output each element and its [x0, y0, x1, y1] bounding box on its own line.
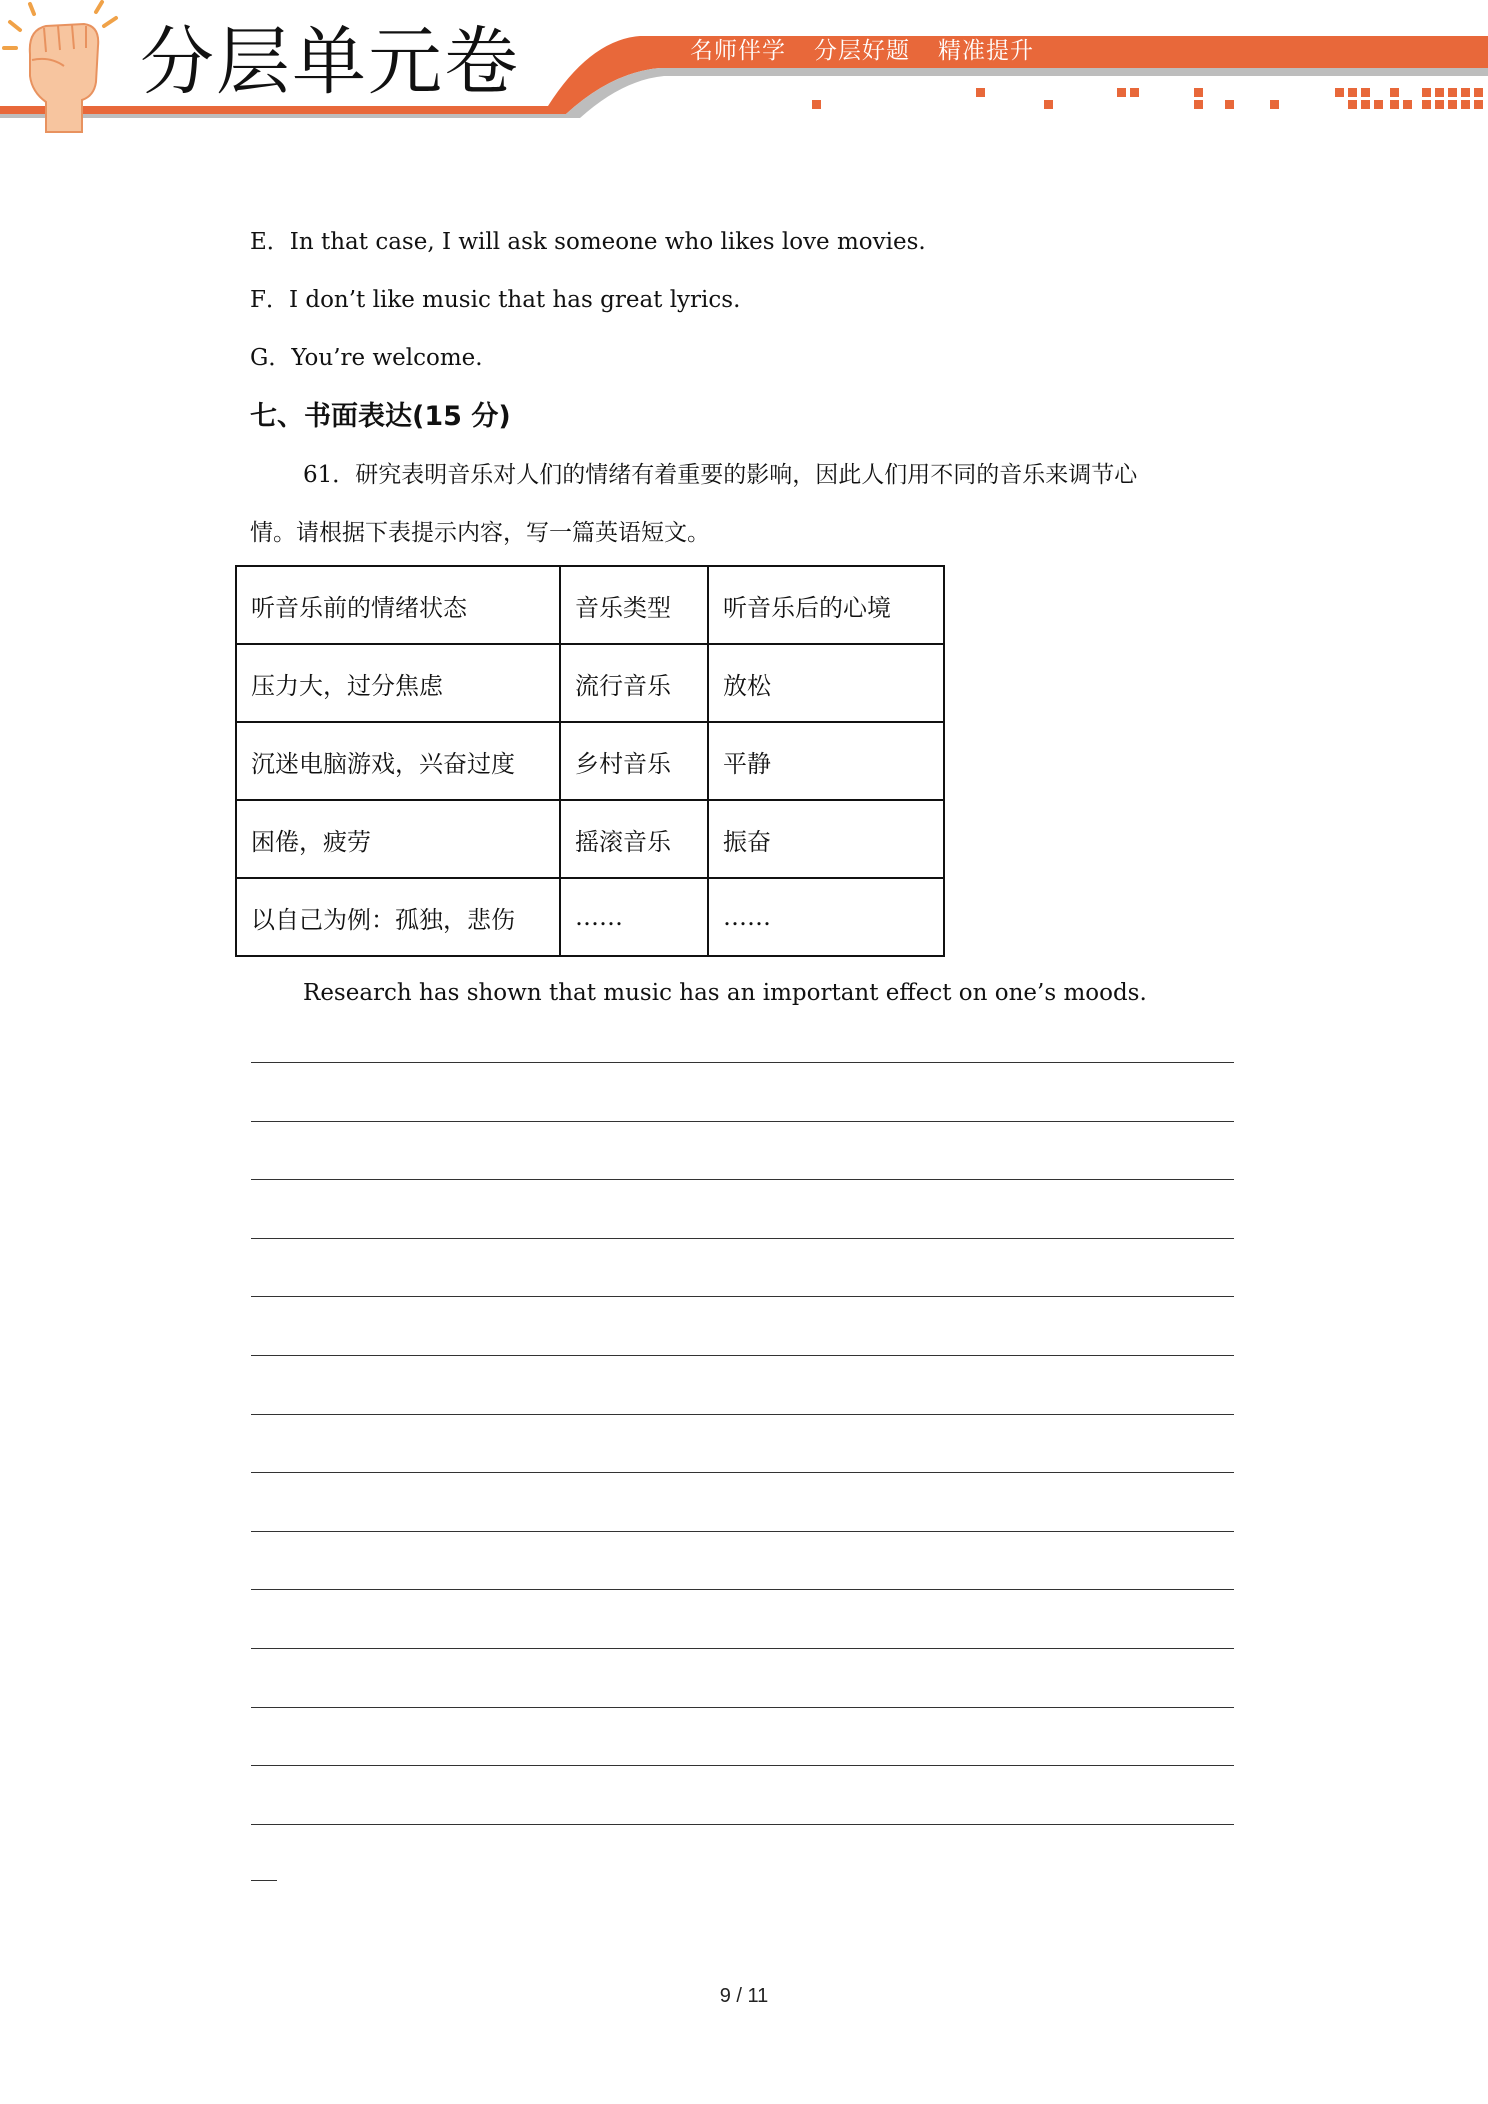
table-cell: 乡村音乐	[560, 722, 708, 800]
page-header	[0, 0, 1488, 140]
slogan-item: 精准提升	[938, 38, 1034, 64]
table-row	[236, 722, 944, 800]
writing-line[interactable]	[251, 1062, 1234, 1063]
table-cell: ……	[708, 878, 944, 956]
option-f: F．I don’t like music that has great lyrics.	[250, 287, 741, 313]
writing-line-end	[251, 1880, 277, 1881]
writing-line[interactable]	[251, 1238, 1234, 1239]
decorative-dots	[812, 88, 1483, 109]
option-e: E．In that case, I will ask someone who likes love movies.	[250, 229, 926, 255]
question-prompt-line-1: 61．研究表明音乐对人们的情绪有着重要的影响，因此人们用不同的音乐来调节心	[303, 462, 1138, 488]
writing-line[interactable]	[251, 1589, 1234, 1590]
slogan-item: 名师伴学	[690, 38, 786, 64]
writing-line[interactable]	[251, 1531, 1234, 1532]
table-cell: 沉迷电脑游戏，兴奋过度	[236, 722, 560, 800]
table-header-cell: 音乐类型	[560, 566, 708, 644]
slogan-item: 分层好题	[814, 38, 910, 64]
table-row	[236, 800, 944, 878]
header-slogan	[690, 32, 1390, 65]
option-g: G．You’re welcome.	[250, 345, 483, 371]
table-cell: 摇滚音乐	[560, 800, 708, 878]
table-header-cell: 听音乐后的心境	[708, 566, 944, 644]
table-header-row	[236, 566, 944, 644]
table-cell: 振奋	[708, 800, 944, 878]
writing-line[interactable]	[251, 1355, 1234, 1356]
table-row	[236, 878, 944, 956]
writing-line[interactable]	[251, 1414, 1234, 1415]
writing-line[interactable]	[251, 1824, 1234, 1825]
mood-music-table	[235, 565, 945, 957]
table-cell: 困倦，疲劳	[236, 800, 560, 878]
writing-line[interactable]	[251, 1179, 1234, 1180]
section-title: 七、书面表达(15 分)	[250, 401, 511, 432]
table-cell: 放松	[708, 644, 944, 722]
table-cell: 流行音乐	[560, 644, 708, 722]
essay-lead-sentence: Research has shown that music has an important effect on one’s moods.	[303, 980, 1147, 1006]
table-cell: 平静	[708, 722, 944, 800]
writing-line[interactable]	[251, 1121, 1234, 1122]
page-number: 9 / 11	[719, 1985, 769, 2007]
table-header-cell: 听音乐前的情绪状态	[236, 566, 560, 644]
table-cell: 以自己为例：孤独，悲伤	[236, 878, 560, 956]
table-cell: 压力大，过分焦虑	[236, 644, 560, 722]
table-row	[236, 644, 944, 722]
table-cell: ……	[560, 878, 708, 956]
brand-title: 分层单元卷	[140, 19, 520, 105]
writing-line[interactable]	[251, 1472, 1234, 1473]
writing-line[interactable]	[251, 1296, 1234, 1297]
writing-line[interactable]	[251, 1648, 1234, 1649]
question-prompt-line-2: 情。请根据下表提示内容，写一篇英语短文。	[250, 520, 710, 546]
writing-line[interactable]	[251, 1765, 1234, 1766]
writing-line[interactable]	[251, 1707, 1234, 1708]
